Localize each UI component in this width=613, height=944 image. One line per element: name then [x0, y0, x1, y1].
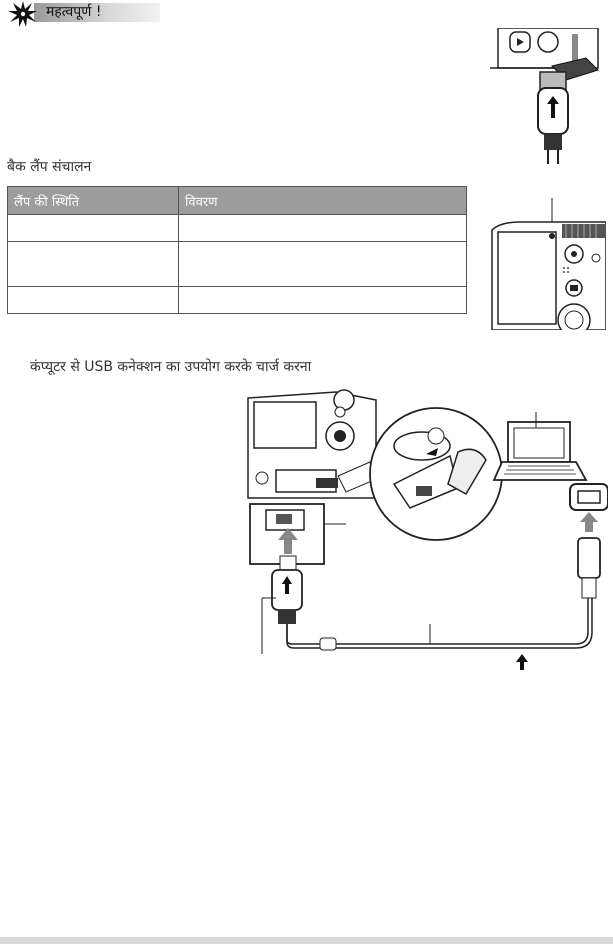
- bottom-rule: [0, 937, 613, 944]
- table-cell: [8, 242, 179, 287]
- column-header-lamp-status: लैंप की स्थिति: [8, 187, 179, 215]
- back-lamp-heading: बैक लैंप संचालन: [7, 159, 92, 175]
- important-label: महत्वपूर्ण !: [46, 4, 102, 20]
- camera-cable-illustration: [490, 28, 608, 166]
- table-header-row: [8, 187, 467, 215]
- table-cell: [8, 215, 179, 242]
- usb-charging-heading: कंप्यूटर से USB कनेक्शन का उपयोग करके चार्ज करना: [30, 359, 312, 375]
- table-row: [8, 215, 467, 242]
- table-cell: [179, 242, 467, 287]
- table-row: [8, 242, 467, 287]
- table-cell: [179, 215, 467, 242]
- column-header-description: विवरण: [179, 187, 467, 215]
- table-cell: [179, 287, 467, 314]
- usb-connection-illustration: [236, 388, 608, 678]
- table-cell: [8, 287, 179, 314]
- table-row: [8, 287, 467, 314]
- camera-back-lamp-illustration: [490, 196, 606, 330]
- lamp-status-table: [7, 186, 467, 314]
- important-banner: [8, 1, 160, 25]
- starburst-icon: [8, 1, 38, 27]
